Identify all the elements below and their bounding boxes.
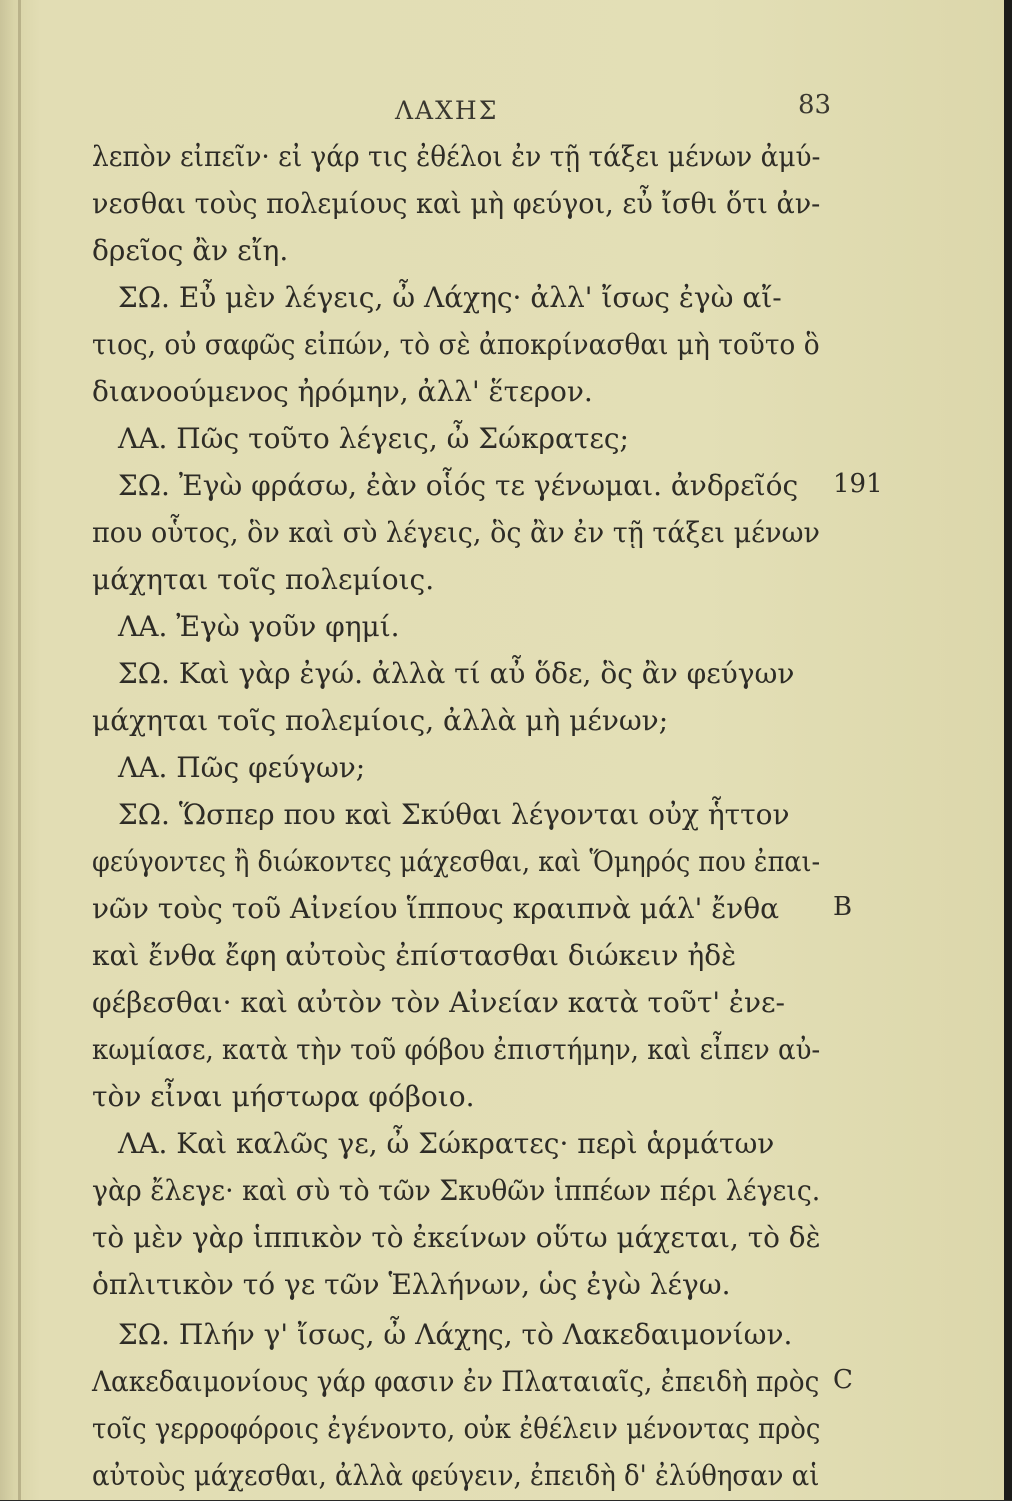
text-line	[0, 845, 1004, 887]
page-edge-shadow	[1004, 0, 1012, 1500]
line-text: ΣΩ. Ἐγὼ φράσω, ἐὰν οἷός τε γένωμαι. ἀνδρεῖός	[118, 469, 799, 502]
text-line	[0, 563, 1004, 605]
line-text: διανοούμενος ἠρόμην, ἀλλ' ἕτερον.	[92, 375, 593, 408]
line-text: καὶ ἔνθα ἔφη αὐτοὺς ἐπίστασθαι διώκειν ἠδὲ	[92, 939, 737, 972]
margin-stephanus-number: 191	[833, 469, 883, 499]
text-line	[0, 140, 1004, 182]
text-line	[0, 422, 1004, 464]
text-line	[0, 1365, 1004, 1407]
text-line	[0, 328, 1004, 370]
line-text: αὐτοὺς μάχεσθαι, ἀλλὰ φεύγειν, ἐπειδὴ δ' ἐλύθησαν αἱ	[92, 1459, 820, 1492]
margin-section-letter: C	[833, 1365, 853, 1395]
line-text: τιος, οὐ σαφῶς εἰπών, τὸ σὲ ἀποκρίνασθαι μὴ τοῦτο ὃ	[92, 328, 820, 361]
text-line	[0, 939, 1004, 981]
text-line	[0, 1127, 1004, 1169]
text-line	[0, 1268, 1004, 1310]
text-line	[0, 516, 1004, 558]
line-text: νῶν τοὺς τοῦ Αἰνείου ἵππους κραιπνὰ μάλ' ἔνθα	[92, 892, 780, 925]
text-line	[0, 375, 1004, 417]
line-text: που οὗτος, ὃν καὶ σὺ λέγεις, ὃς ἂν ἐν τῇ τάξει μένων	[92, 516, 820, 549]
line-text: ΣΩ. Εὖ μὲν λέγεις, ὦ Λάχης· ἀλλ' ἴσως ἐγὼ αἴ-	[118, 281, 782, 314]
line-text: γὰρ ἔλεγε· καὶ σὺ τὸ τῶν Σκυθῶν ἱππέων πέρι λέγεις.	[92, 1174, 821, 1207]
line-text: ΣΩ. Πλήν γ' ἴσως, ὦ Λάχης, τὸ Λακεδαιμονίων.	[118, 1318, 793, 1351]
line-text: λεπὸν εἰπεῖν· εἰ γάρ τις ἐθέλοι ἐν τῇ τάξει μένων ἀμύ-	[92, 140, 821, 173]
page-number: 83	[798, 90, 832, 120]
line-text: ΛΑ. Καὶ καλῶς γε, ὦ Σώκρατες· περὶ ἁρμάτων	[118, 1127, 775, 1160]
line-text: ΣΩ. Ὥσπερ που καὶ Σκύθαι λέγονται οὐχ ἧττον	[118, 798, 790, 831]
line-text: νεσθαι τοὺς πολεμίους καὶ μὴ φεύγοι, εὖ ἴσθι ὅτι ἀν-	[92, 187, 821, 220]
line-text: ΛΑ. Πῶς τοῦτο λέγεις, ὦ Σώκρατες;	[118, 422, 629, 455]
text-line	[0, 234, 1004, 276]
text-line	[0, 187, 1004, 229]
running-head: ΛΑΧΗΣ	[395, 96, 499, 125]
line-text: ΛΑ. Ἐγὼ γοῦν φημί.	[118, 610, 400, 643]
line-text: φέβεσθαι· καὶ αὐτὸν τὸν Αἰνείαν κατὰ τοῦτ' ἐνε-	[92, 986, 785, 1019]
text-line	[0, 469, 1004, 511]
line-text: ΣΩ. Καὶ γὰρ ἐγώ. ἀλλὰ τί αὖ ὅδε, ὃς ἂν φεύγων	[118, 657, 795, 690]
line-text: ὁπλιτικὸν τό γε τῶν Ἑλλήνων, ὡς ἐγὼ λέγω.	[92, 1268, 731, 1301]
text-line	[0, 892, 1004, 934]
line-text: Λακεδαιμονίους γάρ φασιν ἐν Πλαταιαῖς, ἐπειδὴ πρὸς	[92, 1365, 820, 1398]
line-text: τοῖς γερροφόροις ἐγένοντο, οὐκ ἐθέλειν μένοντας πρὸς	[92, 1412, 821, 1445]
text-line	[0, 751, 1004, 793]
line-text: φεύγοντες ἢ διώκοντες μάχεσθαι, καὶ Ὅμηρός που ἐπαι-	[92, 845, 821, 878]
line-text: κωμίασε, κατὰ τὴν τοῦ φόβου ἐπιστήμην, καὶ εἶπεν αὐ-	[92, 1033, 821, 1066]
text-line	[0, 986, 1004, 1028]
text-line	[0, 1459, 1004, 1501]
text-line	[0, 704, 1004, 746]
line-text: μάχηται τοῖς πολεμίοις, ἀλλὰ μὴ μένων;	[92, 704, 669, 737]
line-text: τὸ μὲν γὰρ ἱππικὸν τὸ ἐκείνων οὕτω μάχεται, τὸ δὲ	[92, 1221, 821, 1254]
line-text: μάχηται τοῖς πολεμίοις.	[92, 563, 435, 596]
text-line	[0, 610, 1004, 652]
line-text: ΛΑ. Πῶς φεύγων;	[118, 751, 366, 784]
line-text: δρεῖος ἂν εἴη.	[92, 234, 289, 267]
line-text: τὸν εἶναι μήστωρα φόβοιο.	[92, 1080, 475, 1113]
text-line	[0, 1412, 1004, 1454]
text-line	[0, 1318, 1004, 1360]
margin-section-letter: B	[833, 892, 853, 922]
text-line	[0, 1174, 1004, 1216]
text-line	[0, 1080, 1004, 1122]
text-line	[0, 1033, 1004, 1075]
text-line	[0, 281, 1004, 323]
text-line	[0, 1221, 1004, 1263]
text-line	[0, 657, 1004, 699]
text-line	[0, 798, 1004, 840]
